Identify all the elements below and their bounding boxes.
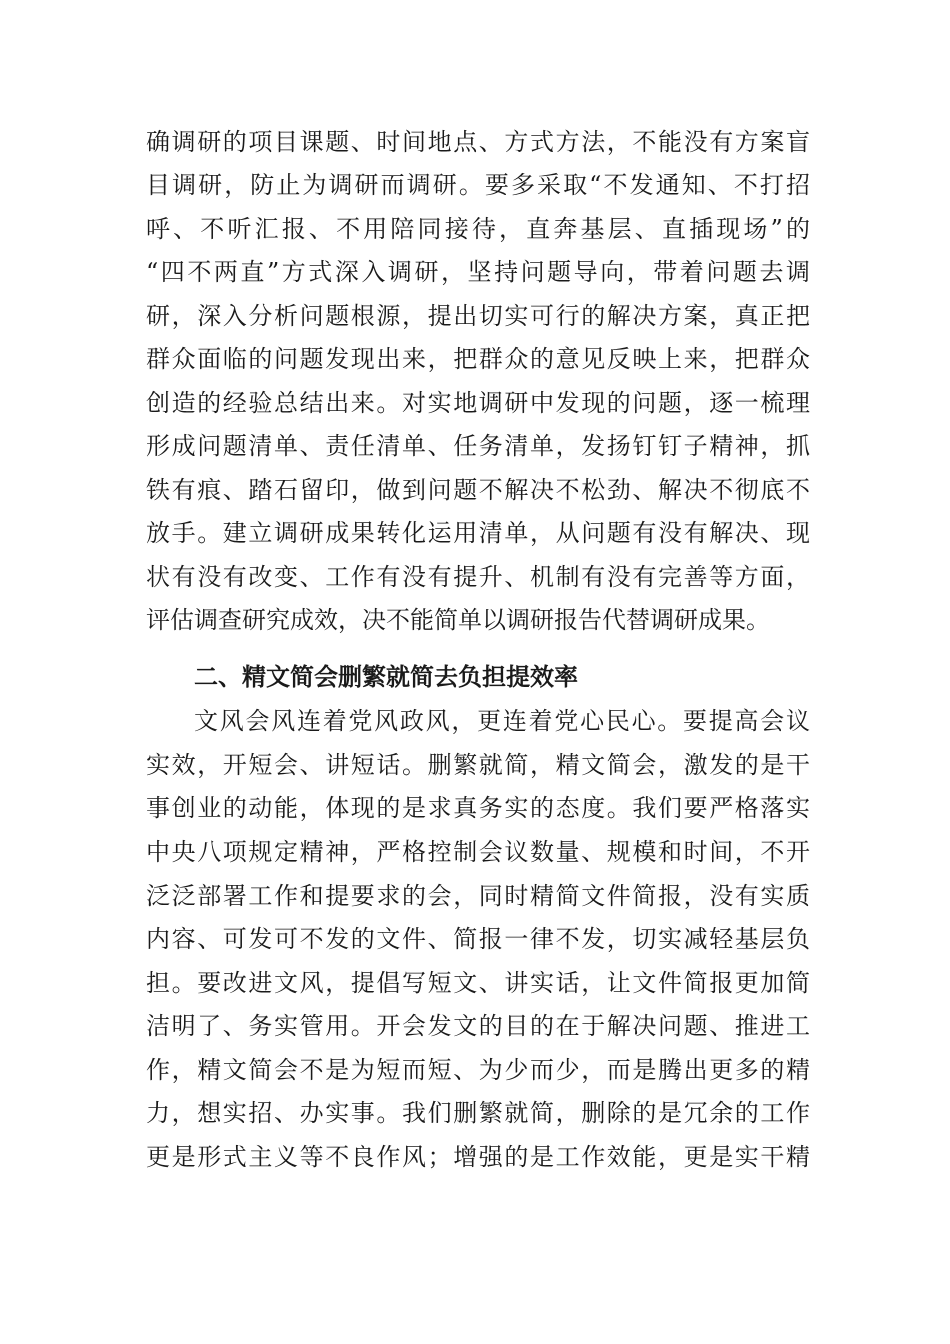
paragraph-1-line: 群众面临的问题发现出来，把群众的意见反映上来，把群众 bbox=[146, 345, 810, 373]
paragraph-2-line: 洁明了、务实管用。开会发文的目的在于解决问题、推进工 bbox=[146, 1012, 810, 1040]
paragraph-2-line: 实效，开短会、讲短话。删繁就简，精文简会，激发的是干 bbox=[146, 751, 810, 779]
paragraph-2-line: 内容、可发可不发的文件、简报一律不发，切实减轻基层负 bbox=[146, 925, 810, 953]
paragraph-1-line: 状有没有改变、工作有没有提升、机制有没有完善等方面， bbox=[146, 563, 810, 591]
paragraph-1-line: 研，深入分析问题根源，提出切实可行的解决方案，真正把 bbox=[146, 302, 810, 330]
paragraph-2-line: 更是形式主义等不良作风；增强的是工作效能，更是实干精 bbox=[146, 1143, 810, 1171]
paragraph-2-line: 中央八项规定精神，严格控制会议数量、规模和时间，不开 bbox=[146, 838, 810, 866]
paragraph-1-line: 呼、不听汇报、不用陪同接待，直奔基层、直插现场”的 bbox=[146, 215, 810, 243]
paragraph-1-line: 创造的经验总结出来。对实地调研中发现的问题，逐一梳理 bbox=[146, 389, 810, 417]
paragraph-1-line: “四不两直”方式深入调研，坚持问题导向，带着问题去调 bbox=[146, 258, 810, 286]
paragraph-2-line: 文风会风连着党风政风，更连着党心民心。要提高会议 bbox=[194, 707, 810, 735]
paragraph-1-line: 评估调查研究成效，决不能简单以调研报告代替调研成果。 bbox=[146, 606, 770, 634]
paragraph-1-line: 放手。建立调研成果转化运用清单，从问题有没有解决、现 bbox=[146, 519, 810, 547]
paragraph-1-line: 确调研的项目课题、时间地点、方式方法，不能没有方案盲 bbox=[146, 128, 810, 156]
paragraph-2-line: 事创业的动能，体现的是求真务实的态度。我们要严格落实 bbox=[146, 794, 810, 822]
paragraph-1-line: 形成问题清单、责任清单、任务清单，发扬钉钉子精神，抓 bbox=[146, 432, 810, 460]
paragraph-2-line: 力，想实招、办实事。我们删繁就简，删除的是冗余的工作 bbox=[146, 1099, 810, 1127]
paragraph-2-line: 作，精文简会不是为短而短、为少而少，而是腾出更多的精 bbox=[146, 1056, 810, 1084]
section-heading: 二、精文简会删繁就简去负担提效率 bbox=[194, 663, 578, 691]
paragraph-1-line: 铁有痕、踏石留印，做到问题不解决不松劲、解决不彻底不 bbox=[146, 476, 810, 504]
paragraph-1-line: 目调研，防止为调研而调研。要多采取“不发通知、不打招 bbox=[146, 171, 810, 199]
paragraph-2-line: 泛泛部署工作和提要求的会，同时精简文件简报，没有实质 bbox=[146, 882, 810, 910]
paragraph-2-line: 担。要改进文风，提倡写短文、讲实话，让文件简报更加简 bbox=[146, 969, 810, 997]
